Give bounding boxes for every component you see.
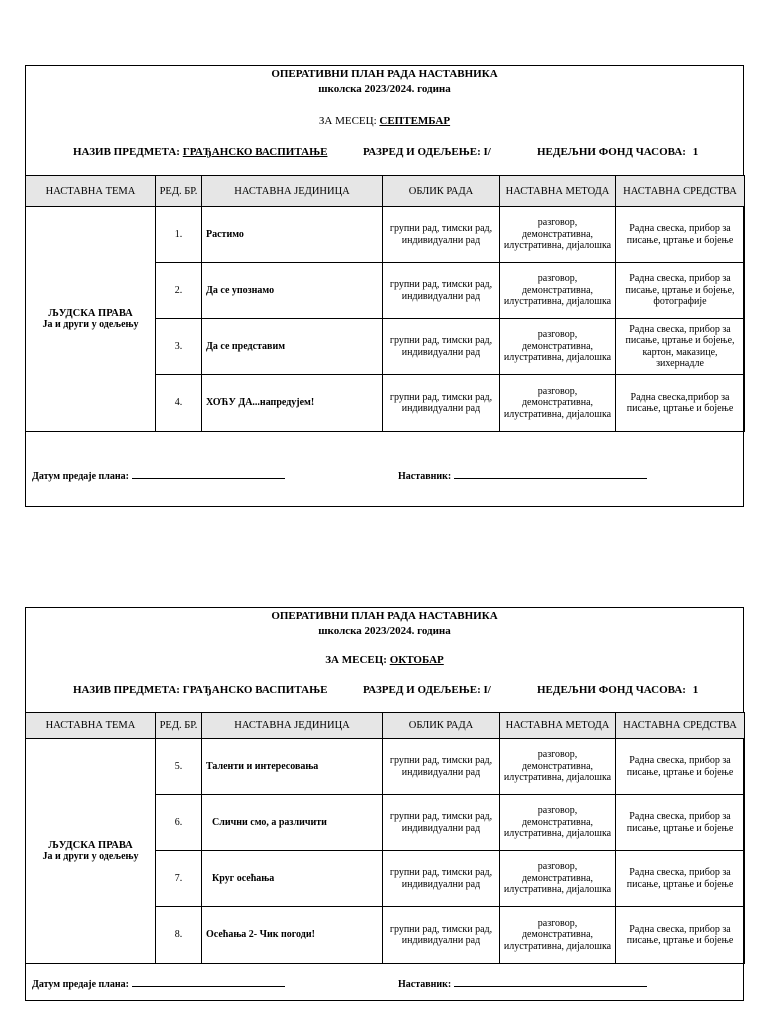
row-method: разговор, демонстративна, илустративна, дијалошка (500, 319, 616, 375)
plan-september (25, 65, 744, 507)
row-form: групни рад, тимски рад, индивидуални рад (383, 907, 500, 964)
row-means: Радна свеска, прибор за писање, цртање и бојење (616, 207, 745, 263)
table-header-row (26, 176, 745, 207)
subject-value: ГРАЂАНСКО ВАСПИТАЊЕ (182, 684, 328, 696)
row-form: групни рад, тимски рад, индивидуални рад (383, 207, 500, 263)
theme-cell (26, 207, 156, 432)
teacher-line (398, 469, 647, 482)
header-method: НАСТАВНА МЕТОДА (500, 176, 616, 207)
row-number: 3. (156, 319, 202, 375)
header-means: НАСТАВНА СРЕДСТВА (616, 713, 745, 739)
month-line (26, 115, 743, 127)
row-number: 4. (156, 375, 202, 432)
row-means: Радна свеска, прибор за писање, цртање и бојење (616, 739, 745, 795)
row-means: Радна свеска, прибор за писање, цртање и бојење (616, 907, 745, 964)
grade-line (363, 146, 491, 158)
teacher-label: Наставник: (398, 979, 452, 990)
submission-date-label: Датум предаје плана: (32, 979, 130, 990)
teacher-signature-blank[interactable] (454, 469, 647, 479)
row-means: Радна свеска, прибор за писање, цртање и бојење (616, 851, 745, 907)
row-unit: Слични смо, а различити (202, 795, 383, 851)
row-method: разговор, демонстративна, илустративна, дијалошка (500, 263, 616, 319)
month-label: ЗА МЕСЕЦ: (325, 654, 387, 666)
row-unit: Таленти и интересовања (202, 739, 383, 795)
row-number: 1. (156, 207, 202, 263)
plan-october (25, 607, 744, 1001)
subject-line (73, 146, 327, 158)
row-unit: Да се представим (202, 319, 383, 375)
table-header-row (26, 713, 745, 739)
month-value: ОКТОБАР (389, 654, 444, 666)
row-means: Радна свеска, прибор за писање, цртање и бојење (616, 795, 745, 851)
subject-label: НАЗИВ ПРЕДМЕТА: (73, 684, 180, 696)
row-unit: Да се упознамо (202, 263, 383, 319)
plan-title: ОПЕРАТИВНИ ПЛАН РАДА НАСТАВНИКА (271, 68, 498, 80)
weekly-hours-value: 1 (692, 684, 699, 696)
subject-label: НАЗИВ ПРЕДМЕТА: (73, 146, 180, 158)
row-method: разговор, демонстративна, илустративна, дијалошка (500, 795, 616, 851)
teacher-line (398, 977, 647, 990)
row-form: групни рад, тимски рад, индивидуални рад (383, 795, 500, 851)
row-number: 8. (156, 907, 202, 964)
row-number: 6. (156, 795, 202, 851)
month-value: СЕПТЕМБАР (379, 115, 451, 127)
header-method: НАСТАВНА МЕТОДА (500, 713, 616, 739)
grade-label: РАЗРЕД И ОДЕЉЕЊЕ: (363, 146, 481, 158)
grade-line (363, 684, 491, 696)
subject-value: ГРАЂАНСКО ВАСПИТАЊЕ (182, 146, 328, 158)
plan-table (25, 175, 745, 432)
row-form: групни рад, тимски рад, индивидуални рад (383, 739, 500, 795)
school-year: школска 2023/2024. година (318, 83, 451, 95)
school-year: школска 2023/2024. година (318, 625, 451, 637)
row-form: групни рад, тимски рад, индивидуални рад (383, 851, 500, 907)
weekly-hours-value: 1 (692, 146, 699, 158)
teacher-signature-blank[interactable] (454, 977, 647, 987)
row-method: разговор, демонстративна, илустративна, дијалошка (500, 375, 616, 432)
grade-value: I/ (483, 684, 491, 696)
row-means: Радна свеска, прибор за писање, цртање и бојење, картон, маказице, зихернадле (616, 319, 745, 375)
header-number: РЕД. БР. (156, 713, 202, 739)
plan-table (25, 712, 745, 964)
row-method: разговор, демонстративна, илустративна, дијалошка (500, 739, 616, 795)
weekly-hours-line (537, 146, 698, 158)
table-row (26, 739, 745, 795)
weekly-hours-label: НЕДЕЉНИ ФОНД ЧАСОВА: (537, 684, 686, 696)
header-number: РЕД. БР. (156, 176, 202, 207)
row-form: групни рад, тимски рад, индивидуални рад (383, 263, 500, 319)
grade-label: РАЗРЕД И ОДЕЉЕЊЕ: (363, 684, 481, 696)
theme-title: ЉУДСКА ПРАВА (48, 839, 133, 851)
row-means: Радна свеска, прибор за писање, цртање и бојење, фотографије (616, 263, 745, 319)
row-method: разговор, демонстративна, илустративна, дијалошка (500, 851, 616, 907)
theme-cell (26, 739, 156, 964)
theme-subtitle: Ја и други у одељењу (42, 851, 139, 862)
teacher-label: Наставник: (398, 471, 452, 482)
row-number: 5. (156, 739, 202, 795)
row-means: Радна свеска,прибор за писање, цртање и бојење (616, 375, 745, 432)
row-unit: Осећања 2- Чик погоди! (202, 907, 383, 964)
header-unit: НАСТАВНА ЈЕДИНИЦА (202, 713, 383, 739)
row-method: разговор, демонстративна, илустративна, дијалошка (500, 207, 616, 263)
row-form: групни рад, тимски рад, индивидуални рад (383, 375, 500, 432)
header-means: НАСТАВНА СРЕДСТВА (616, 176, 745, 207)
table-row (26, 207, 745, 263)
header-form: ОБЛИК РАДА (383, 713, 500, 739)
submission-date-line (32, 469, 285, 482)
month-label: ЗА МЕСЕЦ: (318, 115, 377, 127)
subject-line (73, 684, 327, 696)
submission-date-blank[interactable] (132, 977, 285, 987)
submission-date-line (32, 977, 285, 990)
weekly-hours-label: НЕДЕЉНИ ФОНД ЧАСОВА: (537, 146, 686, 158)
header-unit: НАСТАВНА ЈЕДИНИЦА (202, 176, 383, 207)
row-unit: Круг осећања (202, 851, 383, 907)
header-theme: НАСТАВНА ТЕМА (26, 176, 156, 207)
row-form: групни рад, тимски рад, индивидуални рад (383, 319, 500, 375)
theme-title: ЉУДСКА ПРАВА (48, 307, 133, 319)
grade-value: I/ (483, 146, 491, 158)
submission-date-blank[interactable] (132, 469, 285, 479)
row-unit: Растимо (202, 207, 383, 263)
month-line (26, 654, 743, 666)
row-unit: ХОЋУ ДА...напредујем! (202, 375, 383, 432)
weekly-hours-line (537, 684, 698, 696)
row-method: разговор, демонстративна, илустративна, дијалошка (500, 907, 616, 964)
submission-date-label: Датум предаје плана: (32, 471, 130, 482)
theme-subtitle: Ја и други у одељењу (42, 319, 139, 330)
row-number: 7. (156, 851, 202, 907)
header-theme: НАСТАВНА ТЕМА (26, 713, 156, 739)
plan-title: ОПЕРАТИВНИ ПЛАН РАДА НАСТАВНИКА (271, 610, 498, 622)
row-number: 2. (156, 263, 202, 319)
header-form: ОБЛИК РАДА (383, 176, 500, 207)
